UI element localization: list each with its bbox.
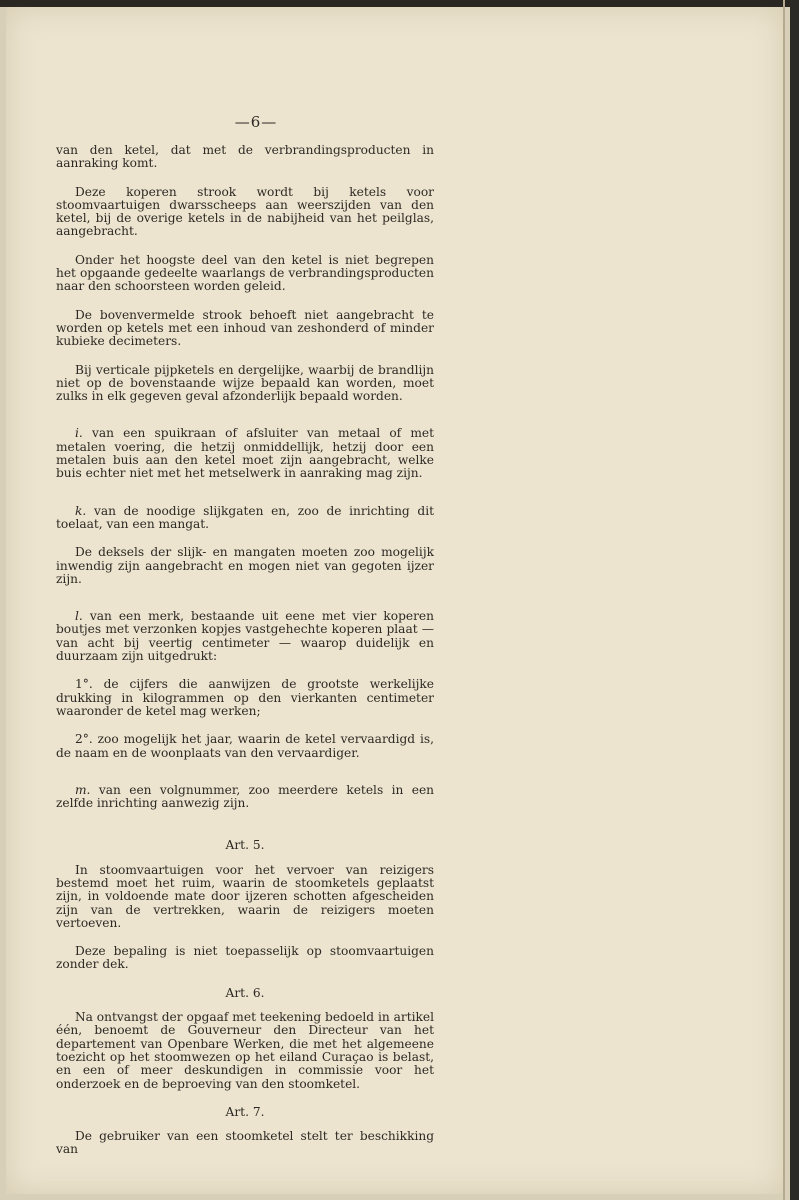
article-7-heading: Art. 7. (225, 1104, 265, 1119)
paragraph-deksels: De deksels der slijk- en mangaten moeten zoo mogelijk inwendig zijn aangebracht en mogen niet van gegoten ijzer zijn. (56, 545, 434, 586)
page-edge-line (783, 0, 785, 1200)
paragraph-gebruiker: De gebruiker van een stoomketel stelt ter beschikking van (56, 1129, 434, 1157)
clause-k-text: van de noodige slijkgaten en, zoo de inrichting dit toelaat, van een mangat. (56, 503, 434, 531)
page-body (56, 144, 434, 1157)
paragraph-koperen-strook: Deze koperen strook wordt bij ketels voor stoomvaartuigen dwarsscheeps aan weerszijden van den ketel, bij de overige ketels in de nabijheid van het peilglas, aangebracht. (56, 184, 434, 239)
paragraph-bovenvermelde-strook: De bovenvermelde strook behoeft niet aangebracht te worden op ketels met een inhoud van zeshonderd of minder kubieke decimeters. (56, 307, 434, 349)
list-item-1: 1°. de cijfers die aanwijzen de grootste werkelijke drukking in kilogrammen op den vierkanten centimeter waaronder de ketel mag werken; (56, 677, 434, 718)
clause-i-letter: i. (75, 426, 83, 441)
clause-m-letter: m. (75, 782, 91, 797)
clause-k-letter: k. (75, 503, 87, 518)
document-page (6, 7, 783, 1194)
clause-i (56, 427, 434, 480)
clause-l (56, 610, 434, 663)
clause-i-text: van een spuikraan of afsluiter van metaal of met metalen voering, die hetzij onmiddellijk, hetzij door een metalen buis aan den ketel moet zijn aangebracht, welke buis echter niet met het metselwerk in aanraking mag zijn. (56, 426, 434, 481)
clause-m (56, 784, 434, 811)
paragraph-continuation: van den ketel, dat met de verbrandingsproducten in aanraking komt. (56, 143, 434, 171)
paragraph-stoomvaartuigen-ruim: In stoomvaartuigen voor het vervoer van reizigers bestemd moet het ruim, waarin de stoomketels geplaatst zijn, in voldoende mate door ijzeren schotten afgescheiden zijn van de vertrekken, waarin de reizigers moeten vertoeven. (56, 862, 434, 930)
clause-k (56, 505, 434, 532)
list-item-2: 2°. zoo mogelijk het jaar, waarin de ketel vervaardigd is, de naam en de woonplaats van den vervaardiger. (56, 732, 434, 760)
article-6-heading: Art. 6. (225, 985, 265, 1000)
clause-l-letter: l. (75, 609, 83, 624)
scan-top-border (0, 0, 799, 7)
scan-right-border (790, 0, 799, 1200)
paragraph-hoogste-deel: Onder het hoogste deel van den ketel is niet begrepen het opgaande gedeelte waarlangs de verbrandingsproducten naar den schoorsteen worden geleid. (56, 252, 434, 294)
clause-m-text: van een volgnummer, zoo meerdere ketels in een zelfde inrichting aanwezig zijn. (56, 782, 435, 811)
article-5-heading: Art. 5. (225, 838, 265, 853)
page-number: —6— (234, 113, 278, 131)
paragraph-zonder-dek: Deze bepaling is niet toepasselijk op stoomvaartuigen zonder dek. (56, 944, 434, 972)
paragraph-verticale-pijpketels: Bij verticale pijpketels en dergelijke, waarbij de brandlijn niet op de bovenstaande wijze bepaald kan worden, moet zulks in elk gegeven geval afzonderlijk bepaald worden. (56, 362, 434, 404)
paragraph-ontvangst-opgaaf: Na ontvangst der opgaaf met teekening bedoeld in artikel één, benoemt de Gouverneur den Directeur van het departement van Openbare Werken, die met het algemeene toezicht op het stoomwezen op het eiland Curaçao is belast, en een of meer deskundigen in commissie voor het onderzoek en de beproeving van den stoomketel. (56, 1010, 434, 1091)
clause-l-text: van een merk, bestaande uit eene met vier koperen boutjes met verzonken kopjes vastgehechte koperen plaat — van acht bij veertig centimeter — waarop duidelijk en duurzaam zijn uitgedrukt: (56, 609, 434, 664)
